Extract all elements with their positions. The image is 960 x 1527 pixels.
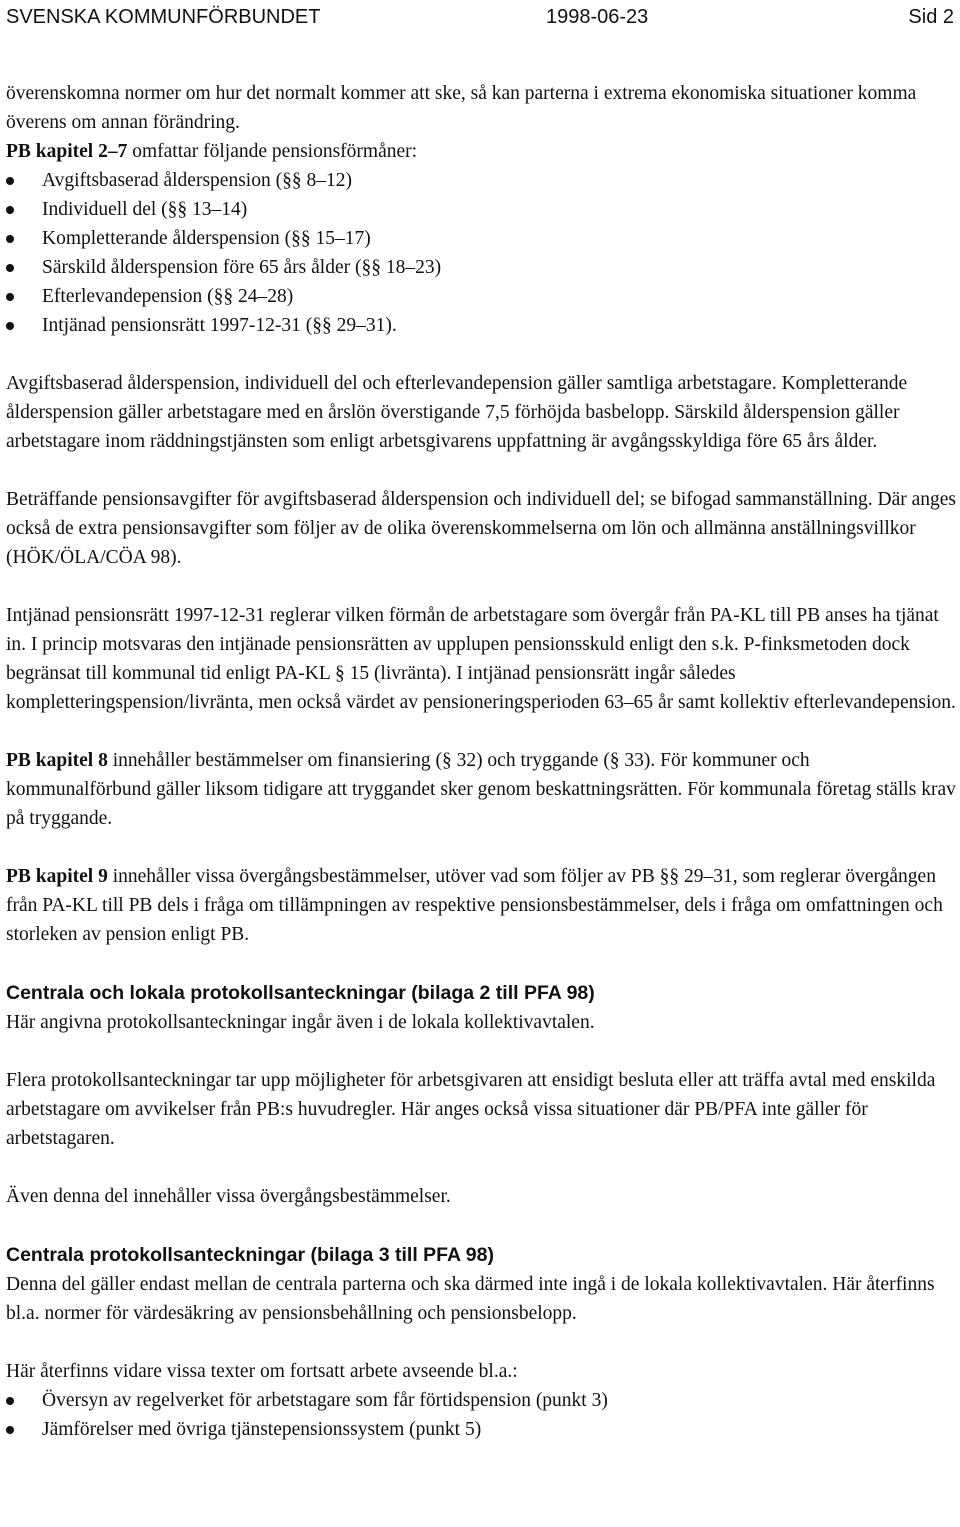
- paragraph-continuation: överenskomna normer om hur det normalt kommer att ske, så kan parterna i extrema ekonomiska situationer komma överens om annan förändring.: [6, 83, 917, 133]
- section-heading-local-notes: Centrala och lokala protokollsanteckningar (bilaga 2 till PFA 98): [6, 982, 595, 1004]
- paragraph-chapter-2-7: [6, 137, 956, 166]
- list-item-text: Efterlevandepension (§§ 24–28): [42, 286, 294, 307]
- paragraph-text: omfattar följande pensionsförmåner:: [127, 141, 418, 162]
- list-item: [6, 195, 956, 224]
- list-item-text: Jämförelser med övriga tjänstepensionssystem (punkt 5): [42, 1419, 482, 1440]
- bullet-icon: [6, 1426, 14, 1434]
- bullet-icon: [6, 264, 14, 272]
- list-item: [6, 282, 956, 311]
- list-item: [6, 224, 956, 253]
- benefits-list: [6, 166, 956, 340]
- document-date: 1998-06-23: [546, 6, 649, 28]
- paragraph-text: innehåller bestämmelser om finansiering (§ 32) och tryggande (§ 33). För kommuner och kommunalförbund gäller liksom tidigare att tryggandet sker genom beskattningsrätten. För kommunala företag ställs krav på tryggande.: [6, 750, 956, 829]
- organization-name: SVENSKA KOMMUNFÖRBUNDET: [6, 6, 321, 28]
- list-item: [6, 1386, 956, 1415]
- list-item-text: Översyn av regelverket för arbetstagare som får förtidspension (punkt 3): [42, 1390, 608, 1411]
- paragraph-fees: Beträffande pensionsavgifter för avgiftsbaserad ålderspension och individuell del; se bifogad sammanställning. Där anges också de extra pensionsavgifter som följer av de olika överenskommelserna om lön och allmänna anställningsvillkor (HÖK/ÖLA/CÖA 98).: [6, 489, 956, 568]
- bullet-icon: [6, 293, 14, 301]
- paragraph-further-texts: Här återfinns vidare vissa texter om fortsatt arbete avseende bl.a.:: [6, 1361, 518, 1382]
- paragraph-transitional: Även denna del innehåller vissa övergångsbestämmelser.: [6, 1186, 451, 1207]
- list-item: [6, 253, 956, 282]
- list-item-text: Intjänad pensionsrätt 1997-12-31 (§§ 29–31).: [42, 315, 397, 336]
- list-item: [6, 166, 956, 195]
- chapter-label: PB kapitel 2–7: [6, 141, 128, 162]
- paragraph-chapter-9: [6, 862, 956, 949]
- further-texts-list: [6, 1386, 956, 1444]
- paragraph-chapter-8: [6, 746, 956, 833]
- bullet-icon: [6, 235, 14, 243]
- list-item: [6, 1415, 956, 1444]
- page-number: Sid 2: [908, 6, 954, 28]
- paragraph-local-notes-details: Flera protokollsanteckningar tar upp möjligheter för arbetsgivaren att ensidigt besluta eller att träffa avtal med enskilda arbetstagare om avvikelser från PB:s huvudregler. Här anges också vissa situationer där PB/PFA inte gäller för arbetstagaren.: [6, 1070, 936, 1149]
- list-item-text: Individuell del (§§ 13–14): [42, 199, 248, 220]
- paragraph-central-notes: Denna del gäller endast mellan de centrala parterna och ska därmed inte ingå i de lokala kollektivavtalen. Här återfinns bl.a. normer för värdesäkring av pensionsbehållning och pensionsbelopp.: [6, 1274, 935, 1324]
- list-item-text: Kompletterande ålderspension (§§ 15–17): [42, 228, 371, 249]
- document-body: [6, 79, 956, 1444]
- list-item-text: Avgiftsbaserad ålderspension (§§ 8–12): [42, 170, 352, 191]
- bullet-icon: [6, 206, 14, 214]
- paragraph-scope: Avgiftsbaserad ålderspension, individuell del och efterlevandepension gäller samtliga arbetstagare. Kompletterande ålderspension gäller arbetstagare med en årslön överstigande 7,5 förhöjda basbelopp. Särskild ålderspension gäller arbetstagare inom räddningstjänsten som enligt arbetsgivarens uppfattning är avgångsskyldiga före 65 års ålder.: [6, 373, 908, 452]
- paragraph-text: innehåller vissa övergångsbestämmelser, utöver vad som följer av PB §§ 29–31, som reglerar övergången från PA-KL till PB dels i fråga om tillämpningen av respektive pensionsbestämmelser, dels i fråga om omfattningen och storleken av pension enligt PB.: [6, 866, 943, 945]
- section-heading-central-notes: Centrala protokollsanteckningar (bilaga 3 till PFA 98): [6, 1244, 494, 1266]
- page-header: [6, 6, 954, 28]
- paragraph-local-notes-intro: Här angivna protokollsanteckningar ingår även i de lokala kollektivavtalen.: [6, 1012, 595, 1033]
- chapter-label: PB kapitel 8: [6, 750, 108, 771]
- chapter-label: PB kapitel 9: [6, 866, 108, 887]
- list-item: [6, 311, 956, 340]
- list-item-text: Särskild ålderspension före 65 års ålder (§§ 18–23): [42, 257, 442, 278]
- bullet-icon: [6, 1397, 14, 1405]
- paragraph-earned-rights: Intjänad pensionsrätt 1997-12-31 reglerar vilken förmån de arbetstagare som övergår från PA-KL till PB anses ha tjänat in. I princip motsvaras den intjänade pensionsrätten av upplupen pensionsskuld enligt den s.k. P-finksmetoden dock begränsat till kommunal tid enligt PA-KL § 15 (livränta). I intjänad pensionsrätt ingår således kompletteringspension/livränta, men också värdet av pensioneringsperioden 63–65 år samt kollektiv efterlevandepension.: [6, 605, 956, 713]
- bullet-icon: [6, 322, 14, 330]
- bullet-icon: [6, 177, 14, 185]
